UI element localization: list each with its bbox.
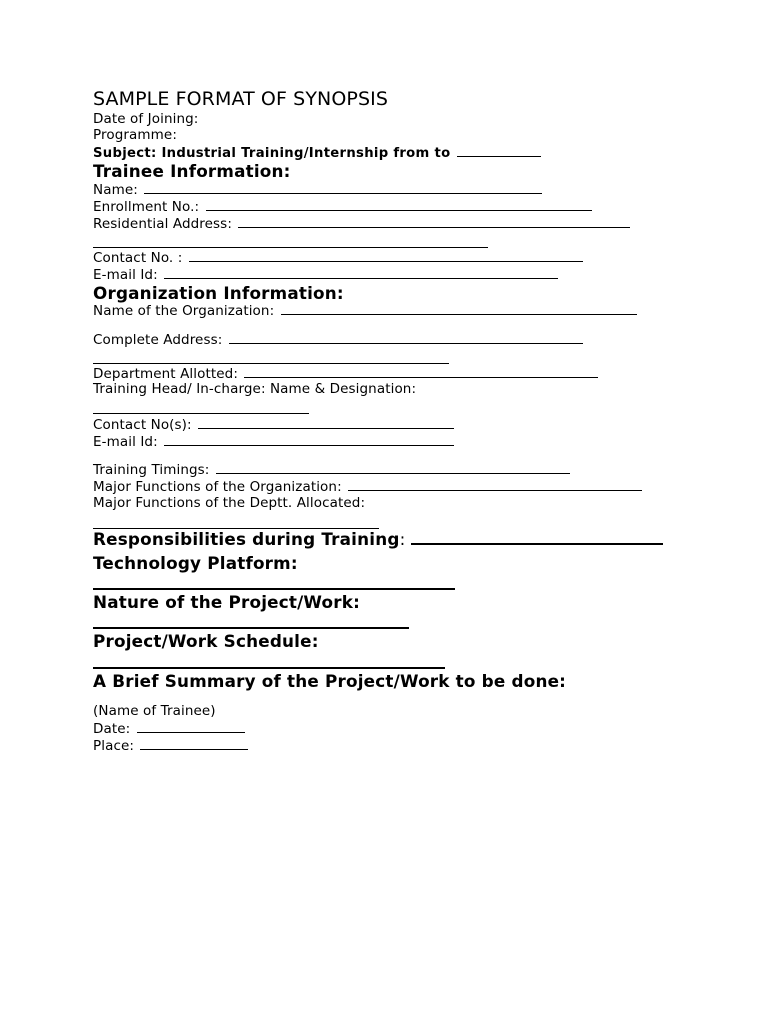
org-email-blank (164, 433, 454, 446)
trainee-name-field (93, 181, 542, 199)
programme-label: Programme: (93, 127, 177, 143)
org-functions-blank (348, 478, 642, 491)
trainee-contact-field (93, 249, 583, 267)
enrollment-field (93, 198, 592, 216)
residential-address-field (93, 215, 630, 233)
org-email-label: E-mail Id: (93, 434, 158, 450)
trainee-contact-blank (189, 249, 583, 262)
org-functions-label: Major Functions of the Organization: (93, 479, 342, 495)
org-email-field (93, 433, 454, 451)
enrollment-label: Enrollment No.: (93, 199, 200, 215)
project-schedule-blank (93, 667, 445, 669)
training-head-blank (93, 413, 309, 414)
trainee-email-blank (164, 266, 558, 279)
subject-blank (457, 144, 541, 157)
subject-line (93, 144, 541, 162)
technology-platform-blank (93, 588, 455, 590)
org-name-field (93, 302, 637, 320)
complete-address-label: Complete Address: (93, 332, 223, 348)
complete-address-blank-2 (93, 363, 449, 364)
training-head-label: Training Head/ In-charge: Name & Designation: (93, 381, 417, 397)
responsibilities-heading (93, 529, 663, 549)
trainee-name-label: Name: (93, 182, 138, 198)
brief-summary-heading: A Brief Summary of the Project/Work to be done: (93, 671, 567, 691)
complete-address-field (93, 331, 583, 349)
nature-of-project-blank (93, 627, 409, 629)
training-timings-label: Training Timings: (93, 462, 210, 478)
signature-date-label: Date: (93, 721, 131, 737)
signature-place-blank (140, 737, 248, 750)
org-functions-field (93, 478, 642, 496)
dept-functions-label: Major Functions of the Deptt. Allocated: (93, 495, 366, 511)
technology-platform-heading: Technology Platform: (93, 553, 298, 573)
document-title: SAMPLE FORMAT OF SYNOPSIS (93, 88, 388, 110)
enrollment-blank (206, 198, 592, 211)
project-schedule-heading: Project/Work Schedule: (93, 631, 319, 651)
org-contact-label: Contact No(s): (93, 417, 192, 433)
signature-date-field (93, 720, 245, 738)
department-blank (244, 365, 598, 378)
trainee-email-label: E-mail Id: (93, 267, 158, 283)
org-contact-field (93, 416, 454, 434)
responsibilities-label: Responsibilities during Training (93, 529, 400, 549)
signature-place-field (93, 737, 248, 755)
org-name-label: Name of the Organization: (93, 303, 275, 319)
responsibilities-colon: : (399, 529, 406, 549)
name-of-trainee-label: (Name of Trainee) (93, 703, 216, 719)
responsibilities-blank (411, 529, 663, 545)
trainee-contact-label: Contact No. : (93, 250, 183, 266)
department-label: Department Allotted: (93, 366, 238, 382)
nature-of-project-heading: Nature of the Project/Work: (93, 592, 361, 612)
signature-date-blank (137, 720, 245, 733)
org-contact-blank (198, 416, 454, 429)
subject-label: Subject: Industrial Training/Internship from to (93, 146, 451, 161)
signature-place-label: Place: (93, 738, 135, 754)
trainee-name-blank (144, 181, 542, 194)
residential-address-blank-2 (93, 247, 488, 248)
trainee-info-heading: Trainee Information: (93, 161, 291, 181)
training-timings-field (93, 461, 570, 479)
training-timings-blank (216, 461, 570, 474)
residential-address-label: Residential Address: (93, 216, 232, 232)
residential-address-blank (238, 215, 630, 228)
trainee-email-field (93, 266, 558, 284)
complete-address-blank (229, 331, 583, 344)
date-of-joining-label: Date of Joining: (93, 111, 199, 127)
organization-info-heading: Organization Information: (93, 283, 344, 303)
org-name-blank (281, 302, 637, 315)
